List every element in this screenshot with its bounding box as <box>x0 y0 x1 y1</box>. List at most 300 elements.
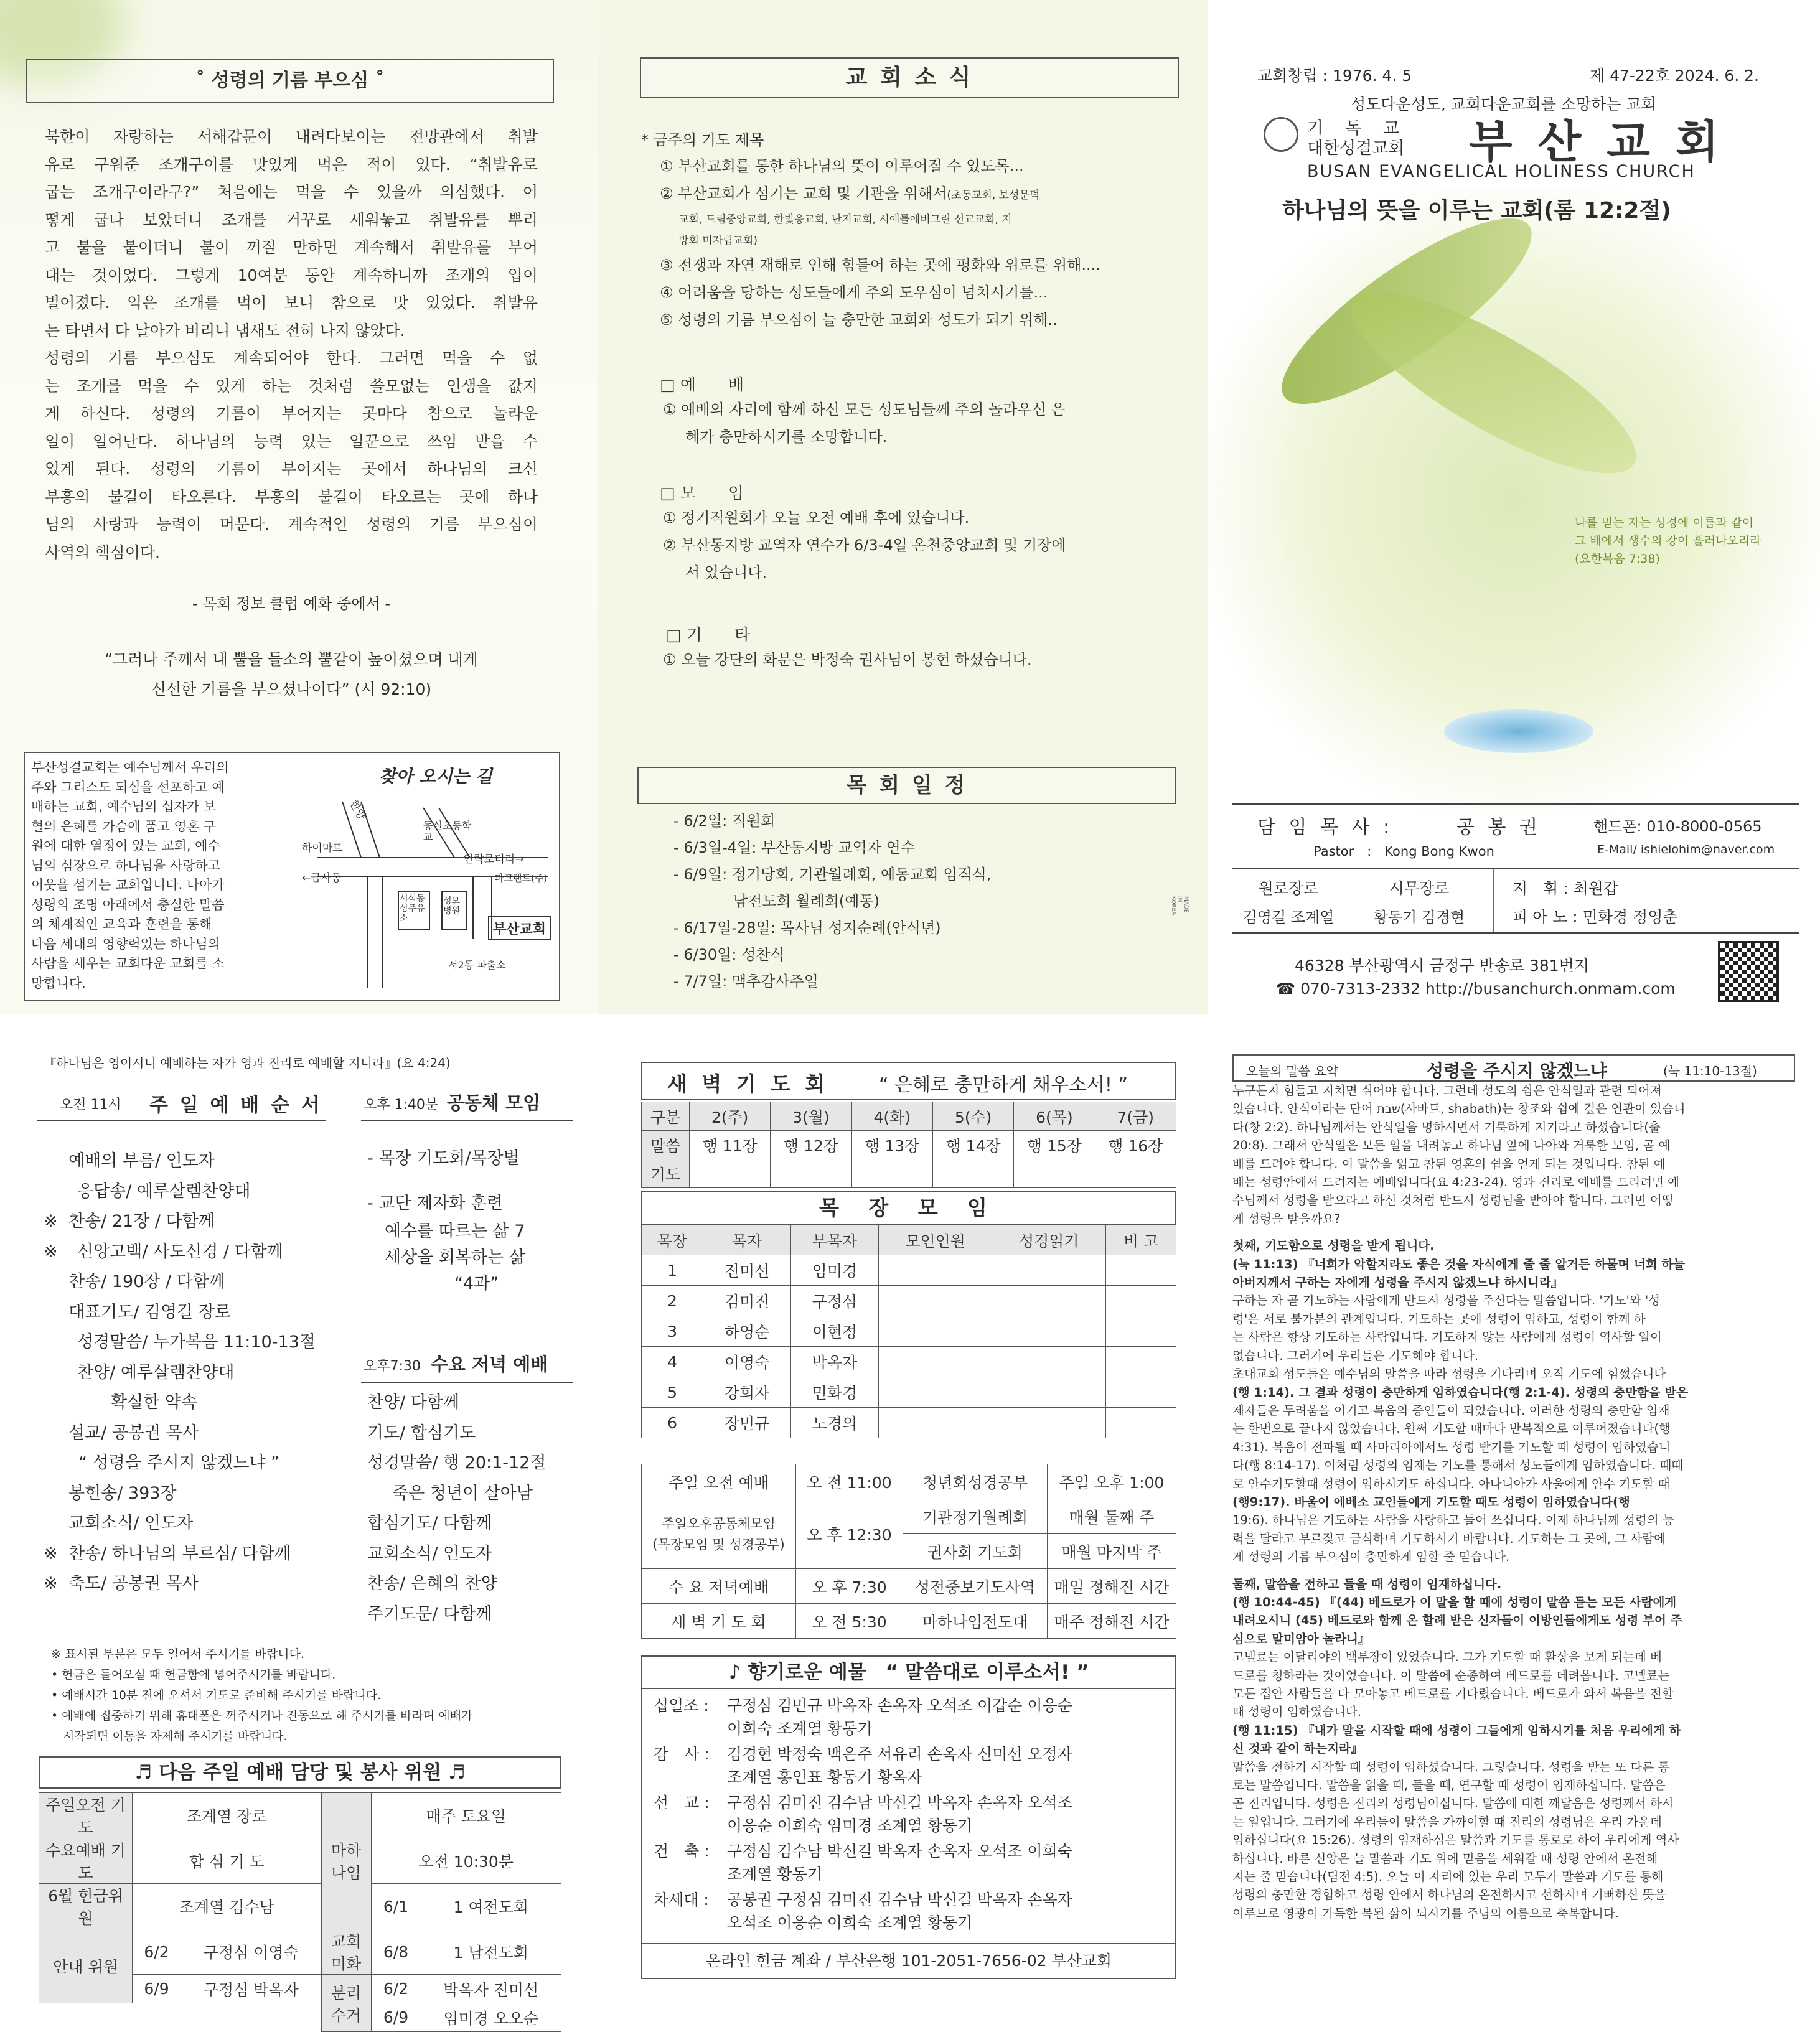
mok-cell <box>1106 1316 1176 1347</box>
meditation-line: 대는 것이었다. 그렇게 10여분 동안 계속하니까 조개의 입이 <box>45 266 538 284</box>
dawn-word-cell: 행 14장 <box>932 1131 1013 1159</box>
sermon-line: (행9:17). 바울이 에베소 교인들에게 기도할 때도 성령이 임하였습니다(행 <box>1232 1494 1630 1509</box>
wed-prayer-label: 수요예배 기도 <box>39 1838 133 1884</box>
dawn-motto: “ 은혜로 충만하게 채우소서! ” <box>879 1074 1128 1096</box>
offering-label: 건 축 : <box>654 1842 710 1860</box>
clean-team: 1 여전도회 <box>421 1884 561 1929</box>
dawn-prayer-cell <box>771 1159 851 1188</box>
sermon-line: 고넬료는 이달리야의 백부장이 있었습니다. 그가 기도할 때 환상을 보게 되는데 베 <box>1232 1650 1662 1665</box>
offering-names <box>727 1743 1072 1789</box>
serving-heading: 시무장로 <box>1389 879 1450 897</box>
offering-names <box>727 1791 1072 1837</box>
offering-title: ♪ 향기로운 예물 “ 말씀대로 이루소서! ” <box>642 1657 1175 1689</box>
sermon-line: 내려오시니 (45) 베드로와 함께 온 할례 받은 신자들이 이방인들에게도 성령 부어 주 <box>1232 1613 1682 1628</box>
sermon-line: 4:31). 복음이 전파될 때 사마리아에서도 성령 받기를 기도할 때 성령이 임하였습니 <box>1232 1440 1671 1454</box>
prayer-item-2-small: (초동교회, 보성문덕 <box>947 189 1040 202</box>
guide-names: 구정심 이영숙 <box>181 1929 322 1975</box>
service-order-item <box>44 1358 336 1388</box>
time-name: 권사회 기도회 <box>903 1534 1048 1569</box>
intro-line: 이웃을 섬기는 교회입니다. 나아가 <box>31 878 225 892</box>
sermon-line: 곧 진리입니다. 성령은 진리의 성령님이십니다. 말씀에 대한 깨달음은 성령께서 하시 <box>1232 1796 1674 1811</box>
service-order-item <box>44 1448 336 1479</box>
prayer-item-2-text: ② 부산교회가 섬기는 교회 및 기관을 위해서 <box>660 185 947 202</box>
wed-prayer-value: 합 심 기 도 <box>133 1838 322 1884</box>
dawn-word-cell: 행 15장 <box>1014 1131 1095 1159</box>
time-name: 마하나임전도대 <box>903 1604 1048 1639</box>
mok-cell <box>1106 1377 1176 1408</box>
time-value: 주일 오후 1:00 <box>1048 1464 1176 1499</box>
offering-label: 6월 헌금위원 <box>39 1884 133 1929</box>
church-contact[interactable]: ☎ 070-7313-2332 http://busanchurch.onmam.com <box>1276 980 1676 998</box>
mok-cell: 이영숙 <box>703 1347 791 1377</box>
sermon-line: 첫째, 기도함으로 성령을 받게 됩니다. <box>1232 1238 1435 1253</box>
meditation-line: 게 하신다. 성령의 기름이 부어지는 곳마다 참으로 놀라운 <box>45 405 538 423</box>
service-order-text: 대표기도/ 김영길 장로 <box>68 1302 231 1322</box>
service-order-item <box>44 1569 336 1599</box>
time-name: 새 벽 기 도 회 <box>642 1604 796 1639</box>
dawn-prayer-cell <box>1014 1159 1095 1188</box>
dawn-word-cell: 행 13장 <box>851 1131 932 1159</box>
wed-item: 주기도문/ 다함께 <box>367 1604 492 1624</box>
mahana-time: 오전 10:30분 <box>371 1838 561 1884</box>
panel-sermon <box>1208 1014 1820 1999</box>
meditation-line: 는 조개를 먹을 수 있게 하는 것처럼 쓸모없는 인생을 값지 <box>45 377 538 395</box>
mok-cell <box>992 1377 1106 1408</box>
offering-names-line: 이희숙 조계열 황동기 <box>727 1720 873 1738</box>
pm-item: 예수를 따르는 삶 7 <box>385 1222 525 1241</box>
guide-label: 안내 위원 <box>39 1929 133 2003</box>
meditation-line: 는 타면서 다 날아가 버리니 냄새도 전혀 나지 않았다. <box>45 321 405 340</box>
am-prayer-label: 주일오전 기도 <box>39 1793 133 1838</box>
intro-line: 배하는 교회, 예수님의 십자가 보 <box>31 799 217 814</box>
service-order-text: 축도/ 공봉권 목사 <box>68 1574 199 1593</box>
worship-item-1-cont: 혜가 충만하시기를 소망합니다. <box>685 428 888 446</box>
verse-line-1: “그러나 주께서 내 뿔을 들소의 뿔같이 높이셨으며 내게 <box>105 650 478 668</box>
duty-title: ♬ 다음 주일 예배 담당 및 봉사 위원 ♬ <box>39 1756 561 1789</box>
map-label-himart: 하이마트 <box>302 842 343 854</box>
prayer-item-5: ⑤ 성령의 기름 부으심이 늘 충만한 교회와 성도가 되기 위해.. <box>660 311 1058 329</box>
asterisk-mark: ※ <box>44 1543 58 1563</box>
sermon-line: 이루므로 영광이 가득한 복된 삶이 되시기를 주님의 이름으로 축복합니다. <box>1232 1906 1619 1921</box>
note-line: • 예배시간 10분 전에 오셔서 기도로 준비해 주시기를 바랍니다. <box>51 1688 382 1702</box>
dawn-head-cell: 3(월) <box>771 1102 851 1131</box>
offering-box <box>641 1655 1176 1979</box>
worship-item-1: ① 예배의 자리에 함께 하신 모든 성도님들께 주의 놀라우신 은 <box>663 401 1066 418</box>
meditation-source: - 목회 정보 클럽 예화 중에서 - <box>192 595 391 612</box>
qr-code-icon[interactable] <box>1718 941 1779 1002</box>
meditation-line: 있게 된다. 성령의 기름이 부어지는 곳에서 하나님의 크신 <box>45 460 538 478</box>
time-name: 성전중보기도사역 <box>903 1569 1048 1604</box>
direction-map <box>302 758 554 995</box>
pastor-name: 공 봉 권 <box>1456 817 1542 838</box>
wed-item: 성경말씀/ 행 20:1-12절 <box>367 1453 546 1472</box>
wed-item: 찬송/ 은혜의 찬양 <box>367 1574 497 1593</box>
dawn-head-cell: 2(주) <box>689 1102 770 1131</box>
mok-cell <box>1106 1286 1176 1316</box>
duty-table <box>39 1792 561 2032</box>
note-line: • 헌금은 들어오실 때 헌금함에 넣어주시기를 바랍니다. <box>51 1668 336 1682</box>
sermon-line: 임하십니다(요 15:26). 성령의 임재하심은 말씀과 기도를 통로로 하여 우리에게 역사 <box>1232 1833 1679 1848</box>
time-value: 매일 정해진 시간 <box>1048 1569 1176 1604</box>
dawn-head-cell: 구분 <box>642 1102 690 1131</box>
mok-cell: 임미경 <box>790 1255 878 1286</box>
water-drop-image <box>1444 709 1593 753</box>
offering-list <box>654 1694 1170 1937</box>
mok-head-cell: 목장 <box>642 1225 703 1255</box>
sermon-line: 로는 말씀입니다. 말씀을 읽을 때, 들을 때, 연구할 때 성령이 임재하십니다. 말씀은 <box>1232 1778 1666 1793</box>
issue-number: 제 47-22호 2024. 6. 2. <box>1590 67 1760 85</box>
mok-cell <box>992 1286 1106 1316</box>
dawn-head-cell: 4(화) <box>851 1102 932 1131</box>
wed-items <box>367 1388 579 1629</box>
schedule-item: - 6/30일: 성찬식 <box>673 946 785 963</box>
panel-meditation <box>0 0 598 1014</box>
note-line: 시작되면 이동을 자제해 주시기를 바랍니다. <box>51 1730 288 1743</box>
dawn-prayer-cell <box>689 1159 770 1188</box>
mahana-day: 매주 토요일 <box>371 1793 561 1838</box>
sermon-line: 는 사람은 항상 기도하는 사람입니다. 기도하지 않는 사람에게 성령이 역사할 일이 <box>1232 1330 1662 1345</box>
offering-names-line: 구정심 김민규 박옥자 손옥자 오석조 이갑순 이응순 <box>727 1697 1072 1715</box>
time-value: 오 후 12:30 <box>796 1499 903 1569</box>
am-prayer-value: 조계열 장로 <box>133 1793 322 1838</box>
service-order-item <box>44 1207 336 1237</box>
sermon-line: (행 11:15) 『내가 말을 시작할 때에 성령이 그들에게 임하시기를 처음 우리에게 하 <box>1232 1723 1681 1738</box>
meditation-line: 벌어졌다. 익은 조개를 먹어 보니 참으로 맛 있었다. 취발유 <box>45 294 538 312</box>
meditation-line: 부흥의 불길이 타오른다. 부흥의 불길이 타오르는 곳에 하나 <box>45 487 538 506</box>
meditation-line: 고 불을 붙이더니 불이 꺼질 만하면 계속해서 취발유를 부어 <box>45 238 538 256</box>
mok-cell <box>1106 1255 1176 1286</box>
mok-cell <box>1106 1347 1176 1377</box>
schedule-item: - 6/2일: 직원회 <box>673 812 776 830</box>
sermon-line: 배는 성령안에서 드려지는 예배입니다(요 4:23-24). 영과 진리로 예배를 드리려면 예 <box>1232 1175 1679 1190</box>
schedule-list <box>673 808 1171 995</box>
offering-names-line: 조계열 황동기 <box>727 1865 822 1883</box>
map-label-police: 서2동 파출소 <box>448 959 506 971</box>
divider <box>361 1382 573 1383</box>
service-order-text: 찬송/ 190장 / 다함께 <box>68 1272 225 1291</box>
clean-label: 교회 미화 <box>321 1929 371 1975</box>
recycle-names: 임미경 오오순 <box>421 2003 561 2032</box>
map-label-hospital: 성모병원 <box>443 896 461 916</box>
sermon-body <box>1232 1082 1795 1922</box>
sermon-line: 로 안수기도할때 성령이 임하시기도 하십니다. 아나니아가 사울에게 안수 기도할 때 <box>1232 1476 1670 1491</box>
asterisk-mark: ※ <box>44 1242 58 1262</box>
intro-line: 사람을 세우는 교회다운 교회를 소 <box>31 956 225 971</box>
pm-time: 오후 1:40분 <box>364 1097 439 1113</box>
service-order-item <box>44 1388 336 1418</box>
sermon-line: 드로를 청하라는 것이었습니다. 이 말씀에 순종하여 베드로를 데려옵니다. 고넬료는 <box>1232 1668 1670 1683</box>
cover-scripture-line-1: 나를 믿는 자는 성경에 이름과 같이 <box>1575 516 1754 530</box>
schedule-item: 남전도회 월례회(예동) <box>673 892 880 910</box>
mok-cell: 이현정 <box>790 1316 878 1347</box>
mok-cell <box>992 1347 1106 1377</box>
etc-heading: □ 기 타 <box>666 626 751 645</box>
staff-box <box>1232 868 1799 934</box>
divider <box>1232 803 1799 805</box>
sermon-line: (행 10:44-45) 『(44) 베드로가 이 말을 할 때에 성령이 말씀 듣는 모든 사람에게 <box>1232 1594 1677 1609</box>
service-order-text: 예배의 부름/ 인도자 <box>68 1151 215 1171</box>
church-address: 46328 부산광역시 금정구 반송로 381번지 <box>1295 957 1589 975</box>
dawn-word-cell: 행 16장 <box>1095 1131 1176 1159</box>
map-label-school: 동실초등학교 <box>423 820 472 843</box>
sermon-line: 신 것과 같이 하는지라』 <box>1232 1741 1363 1756</box>
dawn-table <box>641 1102 1176 1188</box>
wed-item: 교회소식/ 인도자 <box>367 1543 492 1563</box>
clean-date: 6/8 <box>371 1929 421 1975</box>
pastor-email: E-Mail/ ishielohim@naver.com <box>1597 843 1775 856</box>
dawn-head-cell: 7(금) <box>1095 1102 1176 1131</box>
bank-account: 온라인 헌금 계좌 / 부산은행 101-2051-7656-02 부산교회 <box>642 1943 1175 1978</box>
service-order-text: 교회소식/ 인도자 <box>68 1514 194 1533</box>
prayer-item-4: ④ 어려움을 당하는 성도들에게 주의 도우심이 넘치시기를... <box>660 284 1048 301</box>
pastor-label: 담 임 목 사 : <box>1257 817 1394 838</box>
panel-schedule <box>598 1014 1208 1999</box>
sermon-line: 둘째, 말씀을 전하고 들을 때 성령이 임재하십니다. <box>1232 1576 1502 1591</box>
prayer-item-2 <box>660 180 1195 209</box>
sermon-line: 말씀을 전하기 시작할 때 성령이 임하셨습니다. 그렇습니다. 성령을 받는 또 다른 통 <box>1232 1759 1670 1774</box>
recycle-label: 분리 수거 <box>321 1975 371 2032</box>
offering-value: 조계열 김수남 <box>133 1884 322 1929</box>
offering-names-line: 구정심 김수남 박신길 박옥자 손옥자 오석조 이희숙 <box>727 1842 1072 1860</box>
pastor-phone: 핸드폰: 010-8000-0565 <box>1593 818 1762 835</box>
service-order-item <box>44 1177 336 1207</box>
sermon-line: 다(창 2:2). 하나님께서는 안식일을 명하시면서 거룩하게 지키라고 하셨습니다(출 <box>1232 1120 1661 1135</box>
service-order-text: 찬양/ 예루살렘찬양대 <box>77 1362 235 1382</box>
sermon-line <box>1232 1228 1795 1237</box>
serving-cell <box>1344 869 1494 932</box>
mok-cell: 3 <box>642 1316 703 1347</box>
offering-label: 십일조 : <box>654 1697 709 1715</box>
cover-scripture-line-3: (요한복음 7:38) <box>1575 552 1660 566</box>
offering-names-line: 김경현 박정숙 백은주 서유리 손옥자 신미선 오정자 <box>727 1745 1072 1763</box>
mok-cell: 진미선 <box>703 1255 791 1286</box>
mok-cell: 2 <box>642 1286 703 1316</box>
mok-head-cell: 비 고 <box>1106 1225 1176 1255</box>
recycle-date: 6/9 <box>371 2003 421 2032</box>
sermon-line: 지는 줄 믿습니다(딤전 4:5). 오늘 이 자리에 있는 우리 모두가 말씀과 기도를 통해 <box>1232 1870 1664 1885</box>
mok-cell: 장민규 <box>703 1408 791 1438</box>
guide-names: 구정심 박옥자 <box>181 1975 322 2003</box>
sermon-line: 력을 달라고 부르짖고 금식하며 기도하시기 바랍니다. 기도하는 그 곳에, 그 사람에 <box>1232 1531 1666 1546</box>
church-intro <box>31 758 286 993</box>
offering-names <box>727 1888 1072 1934</box>
offering-names <box>727 1840 1072 1886</box>
dawn-word-cell: 말씀 <box>642 1131 690 1159</box>
pm-item: 세상을 회복하는 삶 <box>385 1248 525 1267</box>
meditation-title: ˚ 성령의 기름 부으심 ˚ <box>26 59 554 103</box>
offering-names <box>727 1694 1072 1740</box>
mok-head-cell: 모인인원 <box>878 1225 992 1255</box>
sermon-line: 는 한번으로 끝나지 않았습니다. 원써 기도할 때마다 반복적으로 이루어졌습니다(행 <box>1232 1421 1671 1436</box>
intro-map-box <box>24 752 560 1001</box>
map-label-parkland: 파크랜드(주) <box>495 873 548 884</box>
mok-head-cell: 부목자 <box>790 1225 878 1255</box>
mok-cell <box>992 1316 1106 1347</box>
service-order-item <box>44 1267 336 1298</box>
service-order-item <box>44 1327 336 1358</box>
pm-item: “4과” <box>454 1274 499 1293</box>
pm-item: - 목장 기도회/목장별 <box>367 1149 520 1168</box>
offering-names-line: 이응순 이희숙 임미경 조계열 황동기 <box>727 1817 973 1835</box>
service-order-text: 확실한 약속 <box>111 1393 197 1412</box>
meditation-line: 님의 사랑과 능력이 머문다. 계속적인 성령의 기름 부으심이 <box>45 515 538 533</box>
wed-time: 오후7:30 <box>364 1359 421 1374</box>
meditation-line: 사역의 핵심이다. <box>45 543 160 561</box>
mok-cell: 5 <box>642 1377 703 1408</box>
sermon-line: 아버지께서 구하는 자에게 성령을 주시지 않겠느냐 하시니라』 <box>1232 1275 1564 1290</box>
cover-scripture-line-2: 그 배에서 생수의 강이 흘러나오리라 <box>1575 534 1761 548</box>
mok-cell <box>878 1316 992 1347</box>
offering-row <box>654 1791 1170 1837</box>
meditation-line: 떻게 굽나 보았더니 조개를 거꾸로 세워놓고 취발유를 뿌리 <box>45 210 538 229</box>
mok-cell <box>878 1377 992 1408</box>
offering-label: 감 사 : <box>654 1745 710 1763</box>
serving-names: 황동기 김경현 <box>1373 909 1465 926</box>
service-order-item <box>44 1539 336 1570</box>
pm-items <box>367 1144 573 1297</box>
meeting-item-2: ② 부산동지방 교역자 연수가 6/3-4일 온천중앙교회 및 기장에 <box>663 536 1066 554</box>
pianist: 피 아 노 : 민화경 정영춘 <box>1513 908 1678 926</box>
schedule-item: - 6/9일: 정기당회, 기관월례회, 예동교회 임직식, <box>673 866 992 883</box>
sermon-line: 는 일입니다. 그러기에 우리들이 말씀을 가까이할 때 진리의 성령님은 우리 가운데 <box>1232 1814 1662 1829</box>
intro-line: 님의 심장으로 하나님을 사랑하고 <box>31 858 221 873</box>
map-label-geumsa: ←금사동 <box>302 872 342 884</box>
wed-item: 합심기도/ 다함께 <box>367 1514 492 1533</box>
pm-title: 공동체 모임 <box>447 1092 541 1113</box>
time-value: 오 전 5:30 <box>796 1604 903 1639</box>
offering-row <box>654 1743 1170 1789</box>
mok-head-cell: 목자 <box>703 1225 791 1255</box>
intro-line: 의 체계적인 교육과 훈련을 통해 <box>31 917 212 932</box>
divider <box>37 1120 326 1121</box>
mok-cell <box>878 1408 992 1438</box>
elders-cell <box>1232 869 1344 932</box>
dawn-head-cell: 5(수) <box>932 1102 1013 1131</box>
meditation-line: 유로 구워준 조개구이를 맛있게 먹은 적이 있다. “취발유로 <box>45 155 538 174</box>
prayer-item-2-cont: 교회, 드림중앙교회, 한빛응교회, 난지교회, 시애틀애버그린 선교교회, 지 <box>678 213 1012 226</box>
intro-line: 부산성결교회는 예수님께서 우리의 <box>31 760 229 775</box>
theme-verse: 하나님의 뜻을 이루는 교회(롬 12:2절) <box>1282 198 1671 223</box>
pm-item: - 교단 제자화 훈련 <box>367 1194 504 1213</box>
meditation-line: 북한이 자랑하는 서해갑문이 내려다보이는 전망관에서 취발 <box>45 128 538 146</box>
time-value: 매월 마지막 주 <box>1048 1534 1176 1569</box>
service-order-item <box>44 1418 336 1449</box>
map-label-rotary: 안락로터리→ <box>464 853 524 866</box>
sermon-line: (행 1:14). 그 결과 성령이 충만하게 임하였습니다(행 2:1-4). 성령의 충만함을 받은 <box>1232 1385 1689 1400</box>
times-table <box>641 1464 1176 1639</box>
sermon-line: 19:6). 하나님은 기도하는 사람을 사랑하고 들어 쓰십니다. 이제 하나님께 성령의 능 <box>1232 1513 1674 1528</box>
intro-line: 성령의 조명 아래에서 충실한 말씀 <box>31 897 225 912</box>
mok-cell: 김미진 <box>703 1286 791 1316</box>
intro-line: 주와 그리스도 되심을 선포하고 예 <box>31 779 225 795</box>
offering-label: 차세대 : <box>654 1891 709 1909</box>
clean-team: 1 남전도회 <box>421 1929 561 1975</box>
offering-row <box>654 1840 1170 1886</box>
meditation-body <box>45 123 538 566</box>
mok-cell <box>992 1408 1106 1438</box>
sermon-line: 초대교회 성도들은 예수님의 말씀을 따라 성령을 기다리며 오직 기도에 힘썼습니다 <box>1232 1367 1666 1382</box>
mok-cell <box>878 1255 992 1286</box>
time-name: 청년회성경공부 <box>903 1464 1048 1499</box>
mok-cell <box>878 1347 992 1377</box>
sermon-line: 20:8). 그래서 안식일은 모든 일을 내려놓고 하나님 앞에 나아와 거룩한 모임, 곧 예 <box>1232 1138 1671 1153</box>
prayer-item-2-cont2: 방회 미자립교회) <box>678 235 758 247</box>
sermon-line: 게 성령을 받을까요? <box>1232 1211 1341 1226</box>
service-order-text: 응답송/ 예루살렘찬양대 <box>77 1181 251 1201</box>
mok-cell: 하영순 <box>703 1316 791 1347</box>
time-name: 주일오후공동체모임 (목장모임 및 성경공부) <box>642 1499 796 1569</box>
service-order-text: 설교/ 공봉권 목사 <box>68 1423 199 1443</box>
service-order-item <box>44 1237 336 1268</box>
dawn-prayer-cell <box>932 1159 1013 1188</box>
sermon-line: 다(행 8:14-17). 이처럼 성령의 임재는 기도를 통해서 성도들에게 임하였습니다. 때때 <box>1232 1458 1684 1473</box>
intro-line: 원에 대한 열정이 있는 교회, 예수 <box>31 838 220 853</box>
mok-table <box>641 1225 1176 1438</box>
time-name: 수 요 저녁예배 <box>642 1569 796 1604</box>
church-logo-icon <box>1264 117 1298 152</box>
mok-head-cell: 성경읽기 <box>992 1225 1106 1255</box>
worship-heading: □ 예 배 <box>660 376 744 395</box>
sermon-line: 심으로 말미암아 놀라니』 <box>1232 1631 1371 1646</box>
meditation-line: 성령의 기름 부으심도 계속되어야 한다. 그러면 먹을 수 없 <box>45 349 538 367</box>
mok-cell: 박옥자 <box>790 1347 878 1377</box>
map-label-gas: 서석동성주유소 <box>400 894 425 924</box>
offering-row <box>654 1694 1170 1740</box>
mok-title: 목 장 모 임 <box>641 1191 1176 1225</box>
news-title: 교 회 소 식 <box>640 57 1179 98</box>
guide-date: 6/2 <box>133 1929 181 1975</box>
wed-item: 죽은 청년이 살아남 <box>392 1483 533 1503</box>
elders-heading: 원로장로 <box>1258 879 1319 897</box>
prayer-heading: * 금주의 기도 제목 <box>641 131 764 149</box>
offering-row <box>654 1888 1170 1934</box>
denomination-line-2: 대한성결교회 <box>1307 139 1405 158</box>
offering-names-line: 공봉권 구정심 김미진 김수남 박신길 박옥자 손옥자 <box>727 1891 1072 1909</box>
mok-cell: 4 <box>642 1347 703 1377</box>
denomination-line-1: 기 독 교 <box>1307 119 1402 138</box>
mok-cell: 1 <box>642 1255 703 1286</box>
service-order-text: 성경말씀/ 누가복음 11:10-13절 <box>77 1332 316 1352</box>
asterisk-mark: ※ <box>44 1212 58 1231</box>
sermon-line: 없습니다. 그러기에 우리들은 기도해야 합니다. <box>1232 1348 1479 1363</box>
mok-cell: 노경의 <box>790 1408 878 1438</box>
time-value: 오 후 7:30 <box>796 1569 903 1604</box>
recycle-date: 6/2 <box>371 1975 421 2003</box>
sermon-line: 때 성령이 임하였습니다. <box>1232 1705 1361 1720</box>
offering-names-line: 조계열 홍인표 황동기 황옥자 <box>727 1768 922 1786</box>
mok-cell: 구정심 <box>790 1286 878 1316</box>
service-order-text: 봉헌송/ 393장 <box>68 1483 177 1503</box>
church-english-name: BUSAN EVANGELICAL HOLINESS CHURCH <box>1307 162 1696 181</box>
meeting-item-2-cont: 서 있습니다. <box>685 564 767 581</box>
schedule-title: 목 회 일 정 <box>637 767 1176 804</box>
conductor: 지 휘 : 최원갑 <box>1513 879 1619 897</box>
dawn-word-cell: 행 12장 <box>771 1131 851 1159</box>
dawn-prayer-cell: 기도 <box>642 1159 690 1188</box>
service-order-list <box>44 1146 336 1599</box>
note-line: ※ 표시된 부분은 모두 일어서 주시기를 바랍니다. <box>51 1647 304 1661</box>
am-service-time: 오전 11시 <box>60 1097 121 1113</box>
dawn-title-box <box>641 1062 1176 1100</box>
map-label-hanyang: 한양 <box>347 798 368 822</box>
sermon-line: 배를 드려야 합니다. 이 말씀을 읽고 참된 영혼의 쉼을 얻게 되는 것입니다. 참된 예 <box>1232 1156 1666 1171</box>
sermon-line: 하십니다. 바른 신앙은 늘 말씀과 기도 위에 믿음을 세워갈 때 성령 안에서 온전해 <box>1232 1851 1658 1866</box>
map-label-church: 부산교회 <box>493 922 546 937</box>
service-order-item <box>44 1509 336 1539</box>
dawn-word-cell: 행 11장 <box>689 1131 770 1159</box>
time-name: 주일 오전 예배 <box>642 1464 796 1499</box>
church-motto: 성도다운성도, 교회다운교회를 소망하는 교회 <box>1351 95 1656 113</box>
